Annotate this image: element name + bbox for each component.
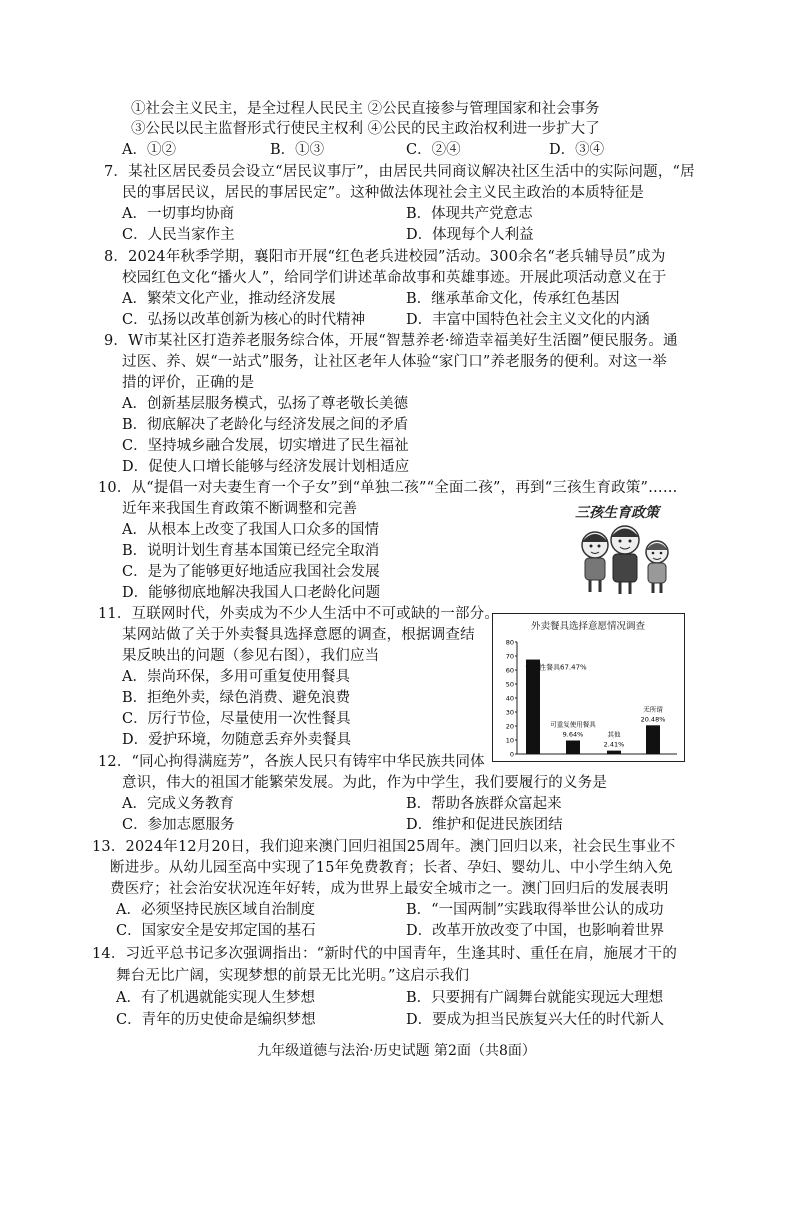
q8-stem-line2: 校园红色文化“播火人”，给同学们讲述革命故事和英雄事迹。开展此项活动意义在于 <box>122 270 667 286</box>
q7-stem-line2: 民的事居民议，居民的事居民定”。这种做法体现社会主义民主政治的本质特征是 <box>122 185 645 201</box>
q12-stem-line2: 意识，伟大的祖国才能繁荣发展。为此，作为中学生，我们要履行的义务是 <box>122 775 608 791</box>
q14-option-a[interactable]: A．有了机遇就能实现人生梦想 <box>116 990 315 1006</box>
q14-option-b[interactable]: B．只要拥有广阔舞台就能实现远大理想 <box>406 990 664 1006</box>
bar <box>646 725 660 754</box>
q9-option-d[interactable]: D．促使人口增长能够与经济发展计划相适应 <box>122 459 410 475</box>
category-label: 其他 <box>607 730 621 739</box>
q8-stem-line1: 8．2024年秋季学期，襄阳市开展“红色老兵进校园”活动。300余名“老兵辅导员”成为 <box>104 249 666 265</box>
q7-option-c[interactable]: C．人民当家作主 <box>122 227 235 243</box>
q14-stem-line1: 14．习近平总书记多次强调指出：“新时代的中国青年，生逢其时、重任在肩，施展才干的 <box>92 946 678 962</box>
q12-option-c[interactable]: C．参加志愿服务 <box>122 817 235 833</box>
bar <box>526 660 540 754</box>
data-label: 2.41% <box>603 740 625 749</box>
q10-option-b[interactable]: B．说明计划生育基本国策已经完全取消 <box>122 543 380 559</box>
data-label: 9.64% <box>562 730 584 739</box>
y-tick-label: 10 <box>505 736 514 745</box>
q6-option-b[interactable]: B．①③ <box>270 142 325 158</box>
q7-option-a[interactable]: A．一切事均协商 <box>122 206 234 222</box>
q12-option-b[interactable]: B．帮助各族群众富起来 <box>406 796 562 812</box>
q10-option-a[interactable]: A．从根本上改变了我国人口众多的国情 <box>122 522 379 538</box>
data-label: 20.48% <box>640 715 666 724</box>
q10-option-d[interactable]: D．能够彻底地解决我国人口老龄化问题 <box>122 585 381 601</box>
q6-item-3-4 <box>131 119 600 139</box>
q6-item-1-2 <box>131 99 600 119</box>
q12-option-d[interactable]: D．维护和促进民族团结 <box>406 817 563 833</box>
bars <box>526 660 660 754</box>
q8-option-a[interactable]: A．繁荣文化产业，推动经济发展 <box>122 291 336 307</box>
q12-stem-line1: 12．“同心拘得满庭芳”，各族人民只有铸牢中华民族共同体 <box>98 754 485 770</box>
q12-option-a[interactable]: A．完成义务教育 <box>122 796 234 812</box>
q11-stem-line1: 11．互联网时代，外卖成为不少人生活中不可或缺的一部分。 <box>98 606 500 622</box>
three-child-policy-illustration <box>565 500 683 597</box>
family-figures-icon <box>565 500 683 597</box>
q10-stem-line2: 近年来我国生育政策不断调整和完善 <box>122 501 358 517</box>
q13-stem-line3: 费医疗；社会治安状况连年好转，成为世界上最安全城市之一。澳门回归后的发展表明 <box>110 881 669 897</box>
q9-stem-line3: 措的评价，正确的是 <box>122 375 255 391</box>
y-tick-label: 0 <box>509 750 514 759</box>
y-tick-label: 40 <box>505 694 514 703</box>
q6-item-4: ④公民的民主政治权利进一步扩大了 <box>367 121 600 137</box>
q9-option-c[interactable]: C．坚持城乡融合发展，切实增进了民生福祉 <box>122 438 409 454</box>
y-tick-label: 80 <box>505 638 514 647</box>
bar <box>566 741 580 754</box>
q14-option-d[interactable]: D．要成为担当民族复兴大任的时代新人 <box>406 1012 665 1028</box>
data-labels <box>525 663 665 749</box>
q13-option-b[interactable]: B．“一国两制”实践取得举世公认的成功 <box>406 902 664 918</box>
q14-stem-line2: 舞台无比广阔，实现梦想的前景无比光明。”这启示我们 <box>116 968 470 984</box>
y-tick-labels <box>506 639 517 759</box>
q8-option-c[interactable]: C．弘扬以改革创新为核心的时代精神 <box>122 312 366 328</box>
q13-option-a[interactable]: A．必须坚持民族区域自治制度 <box>116 902 315 918</box>
q7-stem-line1: 7．某社区居民委员会设立“居民议事厅”，由居民共同商议解决社区生活中的实际问题，“居 <box>104 164 695 180</box>
q11-stem-line3: 果反映出的问题（参见右图），我们应当 <box>122 648 380 664</box>
q6-option-d[interactable]: D．③④ <box>549 142 605 158</box>
q7-option-d[interactable]: D．体现每个人利益 <box>406 227 534 243</box>
q11-option-c[interactable]: C．厉行节俭，尽量使用一次性餐具 <box>122 711 351 727</box>
q13-option-d[interactable]: D．改革开放改变了中国，也影响着世界 <box>406 923 665 939</box>
q13-stem-line1: 13．2024年12月20日，我们迎来澳门回归祖国25周年。澳门回归以来，社会民生事业不 <box>92 839 676 855</box>
category-label: 可重复使用餐具 <box>550 720 596 729</box>
bar <box>607 751 621 754</box>
q13-option-c[interactable]: C．国家安全是安邦定国的基石 <box>116 923 316 939</box>
q8-option-d[interactable]: D．丰富中国特色社会主义文化的内涵 <box>406 312 650 328</box>
chart-title: 外卖餐具选择意愿情况调查 <box>530 621 646 632</box>
q11-option-a[interactable]: A．崇尚环保，多用可重复使用餐具 <box>122 669 350 685</box>
data-label: 一次性餐具67.47% <box>525 663 587 672</box>
q11-stem-line2: 某网站做了关于外卖餐具选择意愿的调查，根据调查结 <box>122 627 475 643</box>
q6-item-1: ①社会主义民主，是全过程人民民主 <box>131 101 363 117</box>
q9-stem-line1: 9．W市某社区打造养老服务综合体，开展“智慧养老·缔造幸福美好生活圈”便民服务。通 <box>104 333 678 349</box>
page-footer: 九年级道德与法治·历史试题 第2面（共8面） <box>257 1043 536 1059</box>
q9-stem-line2: 过医、养、娱“一站式”服务，让社区老年人体验“家门口”养老服务的便利。对这一举 <box>122 354 667 370</box>
q10-option-c[interactable]: C．是为了能够更好地适应我国社会发展 <box>122 564 380 580</box>
q6-option-c[interactable]: C．②④ <box>406 142 461 158</box>
q13-stem-line2: 断进步。从幼儿园至高中实现了15年免费教育；长者、孕妇、婴幼儿、中小学生纳入免 <box>110 860 673 876</box>
q14-option-c[interactable]: C．青年的历史使命是编织梦想 <box>116 1012 316 1028</box>
q6-option-a[interactable]: A．①② <box>122 142 176 158</box>
q8-option-b[interactable]: B．继承革命文化，传承红色基因 <box>406 291 620 307</box>
q10-stem-line1: 10．从“提倡一对夫妻生育一个子女”到“单独二孩”“全面二孩”，再到“三孩生育政策”…… <box>98 480 678 496</box>
illustration-caption: 三孩生育政策 <box>575 505 659 521</box>
y-tick-label: 70 <box>505 652 514 661</box>
q9-option-b[interactable]: B．彻底解决了老龄化与经济发展之间的矛盾 <box>122 417 409 433</box>
y-tick-label: 30 <box>505 708 514 717</box>
category-label: 无所谓 <box>643 705 663 714</box>
y-tick-label: 50 <box>505 680 514 689</box>
q9-option-a[interactable]: A．创新基层服务模式，弘扬了尊老敬长美德 <box>122 396 408 412</box>
q7-option-b[interactable]: B．体现共产党意志 <box>406 206 533 222</box>
y-tick-label: 20 <box>505 722 514 731</box>
takeout-tableware-chart <box>492 613 685 762</box>
chart-canvas <box>493 614 684 761</box>
q11-option-b[interactable]: B．拒绝外卖，绿色消费、避免浪费 <box>122 690 351 706</box>
q6-item-2: ②公民直接参与管理国家和社会事务 <box>367 101 600 117</box>
q6-item-3: ③公民以民主监督形式行使民主权利 <box>131 121 363 137</box>
y-tick-label: 60 <box>505 666 514 675</box>
q11-option-d[interactable]: D．爱护环境，勿随意丢弃外卖餐具 <box>122 732 352 748</box>
